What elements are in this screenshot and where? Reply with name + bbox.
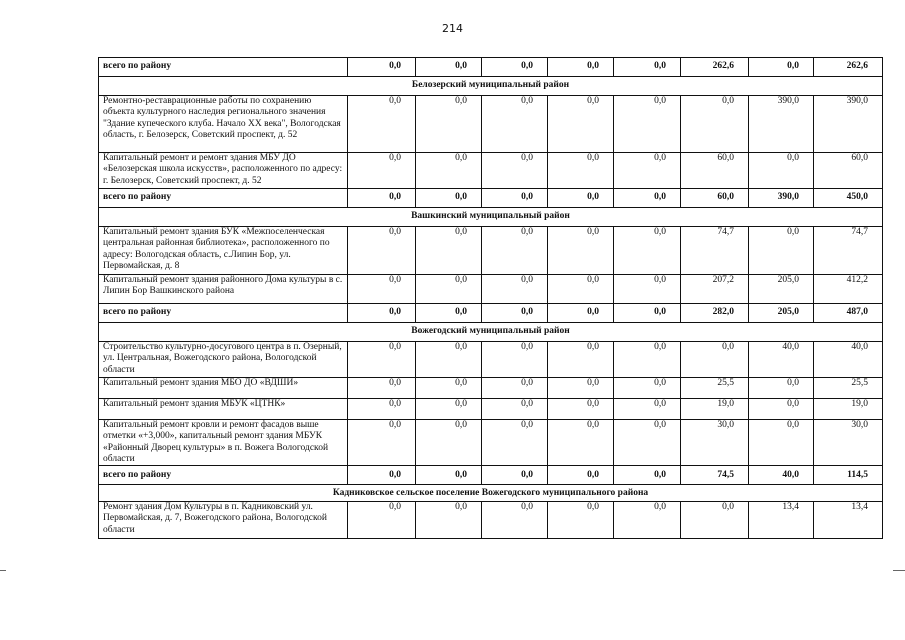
district-name: Вожегодский муниципальный район	[99, 323, 883, 342]
value-cell: 19,0	[814, 399, 883, 420]
value-cell: 0,0	[416, 342, 482, 378]
value-cell: 0,0	[548, 466, 614, 485]
value-cell: 0,0	[482, 399, 548, 420]
district-total-row	[99, 189, 883, 208]
value-cell: 0,0	[482, 275, 548, 304]
value-cell: 0,0	[482, 58, 548, 77]
value-cell: 0,0	[614, 189, 681, 208]
district-total-row	[99, 304, 883, 323]
project-name: Капитальный ремонт здания МБУК «ЦТНК»	[99, 399, 348, 420]
value-cell: 0,0	[749, 399, 814, 420]
value-cell: 0,0	[482, 378, 548, 399]
value-cell: 0,0	[348, 304, 416, 323]
value-cell: 0,0	[548, 502, 614, 539]
project-name: Ремонтно-реставрационные работы по сохранению объекта культурного наследия регионального значения "Здание купеческого клуба. Начало XX века", Вологодская область, г. Белозерск, Советский проспект, д. 52	[99, 96, 348, 153]
project-row	[99, 378, 883, 399]
value-cell: 412,2	[814, 275, 883, 304]
project-row	[99, 502, 883, 539]
value-cell: 0,0	[681, 96, 749, 153]
value-cell: 0,0	[749, 58, 814, 77]
value-cell: 0,0	[348, 466, 416, 485]
project-row	[99, 420, 883, 466]
value-cell: 390,0	[814, 96, 883, 153]
project-name: Капитальный ремонт кровли и ремонт фасадов выше отметки «+3,000», капитальный ремонт здания МБУК «Районный Дворец культуры» в п. Вожега Вологодской области	[99, 420, 348, 466]
value-cell: 0,0	[348, 153, 416, 189]
value-cell: 0,0	[614, 96, 681, 153]
value-cell: 0,0	[749, 227, 814, 275]
value-cell: 19,0	[681, 399, 749, 420]
value-cell: 0,0	[348, 420, 416, 466]
project-name: Капитальный ремонт здания БУК «Межпоселенческая центральная районная библиотека», расположенного по адресу: Вологодская область, с.Липин Бор, ул. Первомайская, д. 8	[99, 227, 348, 275]
project-name: Капитальный ремонт здания МБО ДО «ВДШИ»	[99, 378, 348, 399]
budget-table	[98, 57, 883, 539]
value-cell: 0,0	[548, 399, 614, 420]
value-cell: 40,0	[814, 342, 883, 378]
value-cell: 0,0	[681, 502, 749, 539]
value-cell: 0,0	[348, 58, 416, 77]
value-cell: 60,0	[681, 153, 749, 189]
value-cell: 0,0	[614, 466, 681, 485]
value-cell: 0,0	[681, 342, 749, 378]
value-cell: 0,0	[614, 342, 681, 378]
project-row	[99, 153, 883, 189]
value-cell: 0,0	[614, 153, 681, 189]
value-cell: 0,0	[548, 378, 614, 399]
value-cell: 0,0	[416, 189, 482, 208]
value-cell: 207,2	[681, 275, 749, 304]
value-cell: 262,6	[681, 58, 749, 77]
value-cell: 0,0	[548, 58, 614, 77]
value-cell: 0,0	[482, 342, 548, 378]
page-number: 214	[442, 22, 463, 35]
value-cell: 0,0	[548, 275, 614, 304]
value-cell: 0,0	[348, 227, 416, 275]
project-name: Капитальный ремонт здания районного Дома культуры в с. Липин Бор Вашкинского района	[99, 275, 348, 304]
value-cell: 262,6	[814, 58, 883, 77]
value-cell: 0,0	[614, 304, 681, 323]
value-cell: 0,0	[482, 153, 548, 189]
value-cell: 0,0	[548, 342, 614, 378]
value-cell: 0,0	[548, 153, 614, 189]
value-cell: 13,4	[814, 502, 883, 539]
value-cell: 0,0	[348, 342, 416, 378]
project-row	[99, 227, 883, 275]
value-cell: 0,0	[482, 189, 548, 208]
value-cell: 114,5	[814, 466, 883, 485]
value-cell: 0,0	[749, 378, 814, 399]
project-name: Капитальный ремонт и ремонт здания МБУ ДО «Белозерская школа искусств», расположенного по адресу: г. Белозерск, Советский проспект, д. 52	[99, 153, 348, 189]
district-name: Кадниковское сельское поселение Вожегодского муниципального района	[99, 485, 883, 502]
value-cell: 0,0	[416, 275, 482, 304]
value-cell: 0,0	[416, 502, 482, 539]
value-cell: 60,0	[814, 153, 883, 189]
value-cell: 0,0	[614, 420, 681, 466]
project-row	[99, 399, 883, 420]
value-cell: 0,0	[548, 227, 614, 275]
project-row	[99, 275, 883, 304]
value-cell: 0,0	[548, 420, 614, 466]
value-cell: 0,0	[416, 96, 482, 153]
value-cell: 0,0	[416, 227, 482, 275]
value-cell: 0,0	[416, 466, 482, 485]
value-cell: 0,0	[482, 227, 548, 275]
district-name: Белозерский муниципальный район	[99, 77, 883, 96]
value-cell: 0,0	[348, 189, 416, 208]
value-cell: 487,0	[814, 304, 883, 323]
value-cell: 450,0	[814, 189, 883, 208]
left-margin-mark	[0, 570, 6, 571]
value-cell: 0,0	[482, 466, 548, 485]
value-cell: 40,0	[749, 342, 814, 378]
value-cell: 0,0	[614, 399, 681, 420]
value-cell: 60,0	[681, 189, 749, 208]
district-name: Вашкинский муниципальный район	[99, 208, 883, 227]
value-cell: 205,0	[749, 275, 814, 304]
project-name: Ремонт здания Дом Культуры в п. Кадниковский ул. Первомайская, д. 7, Вожегодского района, Вологодской области	[99, 502, 348, 539]
value-cell: 0,0	[548, 304, 614, 323]
value-cell: 0,0	[416, 420, 482, 466]
value-cell: 74,5	[681, 466, 749, 485]
value-cell: 0,0	[348, 399, 416, 420]
value-cell: 0,0	[416, 58, 482, 77]
value-cell: 13,4	[749, 502, 814, 539]
project-name: Строительство культурно-досугового центра в п. Озерный, ул. Центральная, Вожегодского района, Вологодской области	[99, 342, 348, 378]
value-cell: 0,0	[416, 378, 482, 399]
value-cell: 0,0	[749, 420, 814, 466]
value-cell: 0,0	[614, 502, 681, 539]
value-cell: 0,0	[348, 96, 416, 153]
value-cell: 0,0	[548, 96, 614, 153]
value-cell: 0,0	[416, 153, 482, 189]
value-cell: 0,0	[482, 502, 548, 539]
value-cell: 0,0	[348, 275, 416, 304]
value-cell: 0,0	[548, 189, 614, 208]
value-cell: 0,0	[416, 304, 482, 323]
district-header-row	[99, 323, 883, 342]
value-cell: 25,5	[681, 378, 749, 399]
value-cell: 40,0	[749, 466, 814, 485]
value-cell: 25,5	[814, 378, 883, 399]
district-header-row	[99, 208, 883, 227]
value-cell: 74,7	[814, 227, 883, 275]
value-cell: 0,0	[614, 378, 681, 399]
value-cell: 0,0	[348, 378, 416, 399]
district-header-row	[99, 485, 883, 502]
value-cell: 205,0	[749, 304, 814, 323]
project-row	[99, 96, 883, 153]
right-margin-mark	[893, 570, 905, 571]
value-cell: 0,0	[614, 58, 681, 77]
value-cell: 30,0	[681, 420, 749, 466]
district-total-row	[99, 466, 883, 485]
total-label: всего по району	[99, 58, 348, 77]
value-cell: 0,0	[482, 304, 548, 323]
value-cell: 0,0	[482, 96, 548, 153]
value-cell: 30,0	[814, 420, 883, 466]
value-cell: 390,0	[749, 189, 814, 208]
total-label: всего по району	[99, 304, 348, 323]
district-header-row	[99, 77, 883, 96]
value-cell: 390,0	[749, 96, 814, 153]
total-label: всего по району	[99, 189, 348, 208]
value-cell: 0,0	[614, 227, 681, 275]
district-total-row	[99, 58, 883, 77]
value-cell: 282,0	[681, 304, 749, 323]
project-row	[99, 342, 883, 378]
value-cell: 0,0	[482, 420, 548, 466]
value-cell: 0,0	[749, 153, 814, 189]
value-cell: 0,0	[614, 275, 681, 304]
total-label: всего по району	[99, 466, 348, 485]
value-cell: 0,0	[416, 399, 482, 420]
value-cell: 74,7	[681, 227, 749, 275]
value-cell: 0,0	[348, 502, 416, 539]
